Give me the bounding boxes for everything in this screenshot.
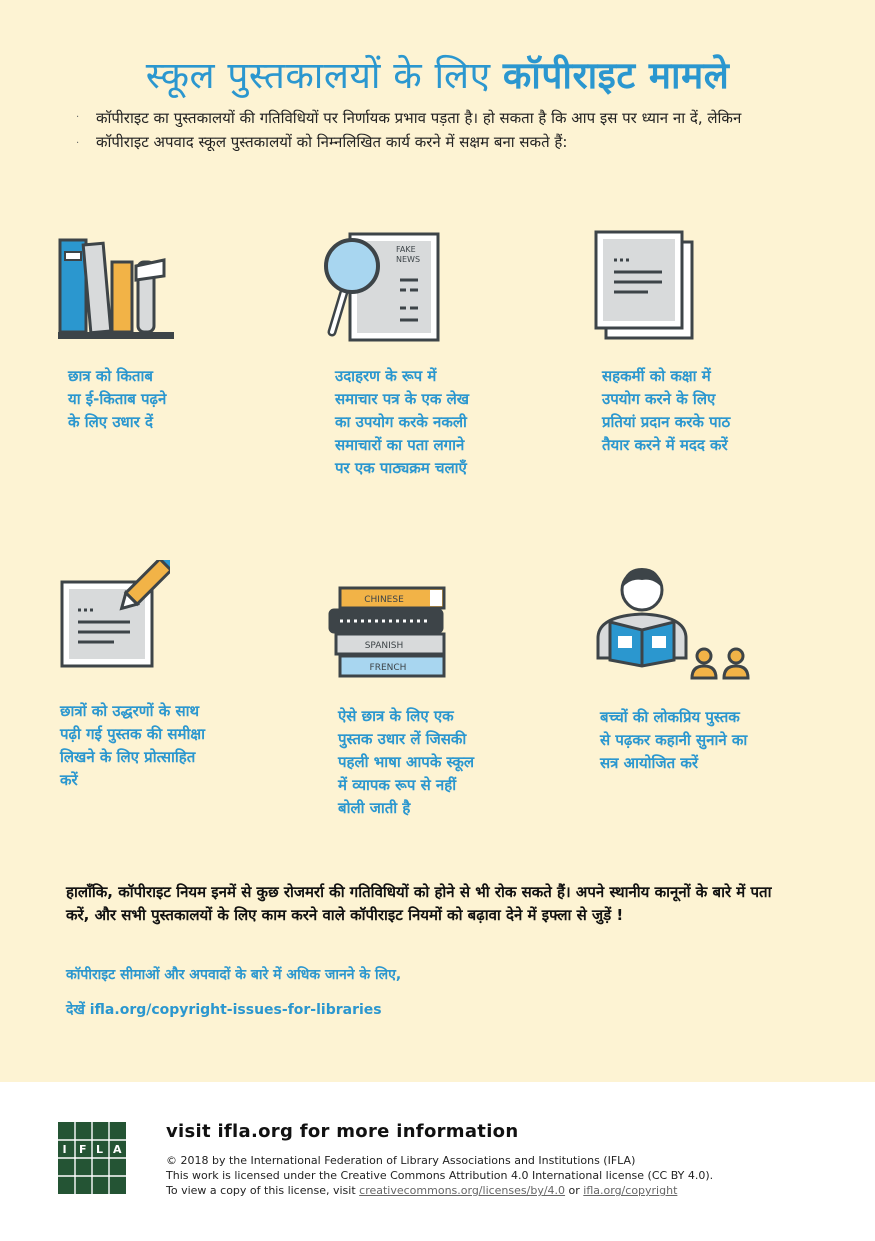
activity-caption-storytelling: बच्चों की लोकप्रिय पुस्तक से पढ़कर कहानी सुनाने का सत्र आयोजित करें: [600, 708, 748, 772]
copyright-issues-link[interactable]: देखें ifla.org/copyright-issues-for-libraries: [66, 1002, 382, 1018]
fake-news-label: FAKE: [396, 245, 416, 254]
ifla-copyright-link[interactable]: ifla.org/copyright: [583, 1184, 678, 1197]
storyteller-icon: [594, 560, 754, 684]
copyright-line: © 2018 by the International Federation of Library Associations and Institutions (IFLA): [166, 1154, 636, 1167]
svg-text:I: I: [62, 1143, 67, 1156]
language-books-icon: [326, 584, 450, 682]
pencil-writing-icon: [58, 560, 170, 670]
magnifier-fake-news-icon: [322, 228, 442, 344]
document-copies-icon: [592, 228, 696, 342]
license-view-line: To view a copy of this license, visit creativecommons.org/licenses/by/4.0 or ifla.org/copyright: [166, 1184, 678, 1197]
visit-ifla-heading: visit ifla.org for more information: [166, 1121, 519, 1142]
ifla-logo: [58, 1122, 126, 1194]
closing-paragraph: हालाँकि, कॉपीराइट नियम इनमें से कुछ रोजमर्रा की गतिविधियों को होने से भी रोक सकते हैं। अपने स्थानीय कानूनों के बारे में पता करें, और सभी पुस्तकालयों के लिए काम करने वाले कॉपीराइट नियमों को बढ़ावा देने में इफ्ला से जुड़ें !: [66, 883, 772, 924]
svg-text:F: F: [79, 1143, 87, 1156]
books-icon: [56, 232, 180, 342]
bullet-marker: ·: [76, 112, 80, 123]
svg-text:L: L: [96, 1143, 104, 1156]
license-line: This work is licensed under the Creative Commons Attribution 4.0 International license (CC BY 4.0).: [166, 1169, 714, 1182]
bullet-marker: ·: [76, 138, 80, 149]
cc-license-link[interactable]: creativecommons.org/licenses/by/4.0: [359, 1184, 566, 1197]
page-title: स्कूल पुस्तकालयों के लिए कॉपीराइट मामले: [145, 54, 730, 97]
book-label-french: FRENCH: [369, 663, 407, 673]
activity-caption-fake-news: उदाहरण के रूप में समाचार पत्र के एक लेख का उपयोग करके नकली समाचारों का पता लगाने पर एक पाठ्यक्रम चलाएँ: [335, 367, 470, 477]
activity-caption-foreign-language: ऐसे छात्र के लिए एक पुस्तक उधार लें जिसकी पहली भाषा आपके स्कूल में व्यापक रूप से नहीं बोली जाती है: [338, 707, 475, 817]
fake-news-label: NEWS: [396, 255, 421, 264]
learn-more-text: कॉपीराइट सीमाओं और अपवादों के बारे में अधिक जानने के लिए,: [66, 967, 402, 983]
activity-caption-book-review: छात्रों को उद्धरणों के साथ पढ़ी गई पुस्तक की समीक्षा लिखने के लिए प्रोत्साहित करें: [60, 702, 206, 789]
book-label-spanish: SPANISH: [364, 641, 404, 651]
license-text: [166, 1153, 713, 1198]
svg-text:A: A: [113, 1143, 122, 1156]
activity-caption-lend-books: छात्र को किताब या ई-किताब पढ़ने के लिए उधार दें: [68, 367, 167, 431]
book-label-chinese: CHINESE: [364, 595, 404, 605]
activity-caption-copies: सहकर्मी को कक्षा में उपयोग करने के लिए प्रतियां प्रदान करके पाठ तैयार करने में मदद करें: [602, 367, 731, 454]
intro-paragraph: कॉपीराइट का पुस्तकालयों की गतिविधियों पर निर्णायक प्रभाव पड़ता है। हो सकता है कि आप इस पर ध्यान ना दें, लेकिन कॉपीराइट अपवाद स्कूल पुस्तकालयों को निम्नलिखित कार्य करने में सक्षम बना सकते हैं:: [96, 109, 742, 151]
